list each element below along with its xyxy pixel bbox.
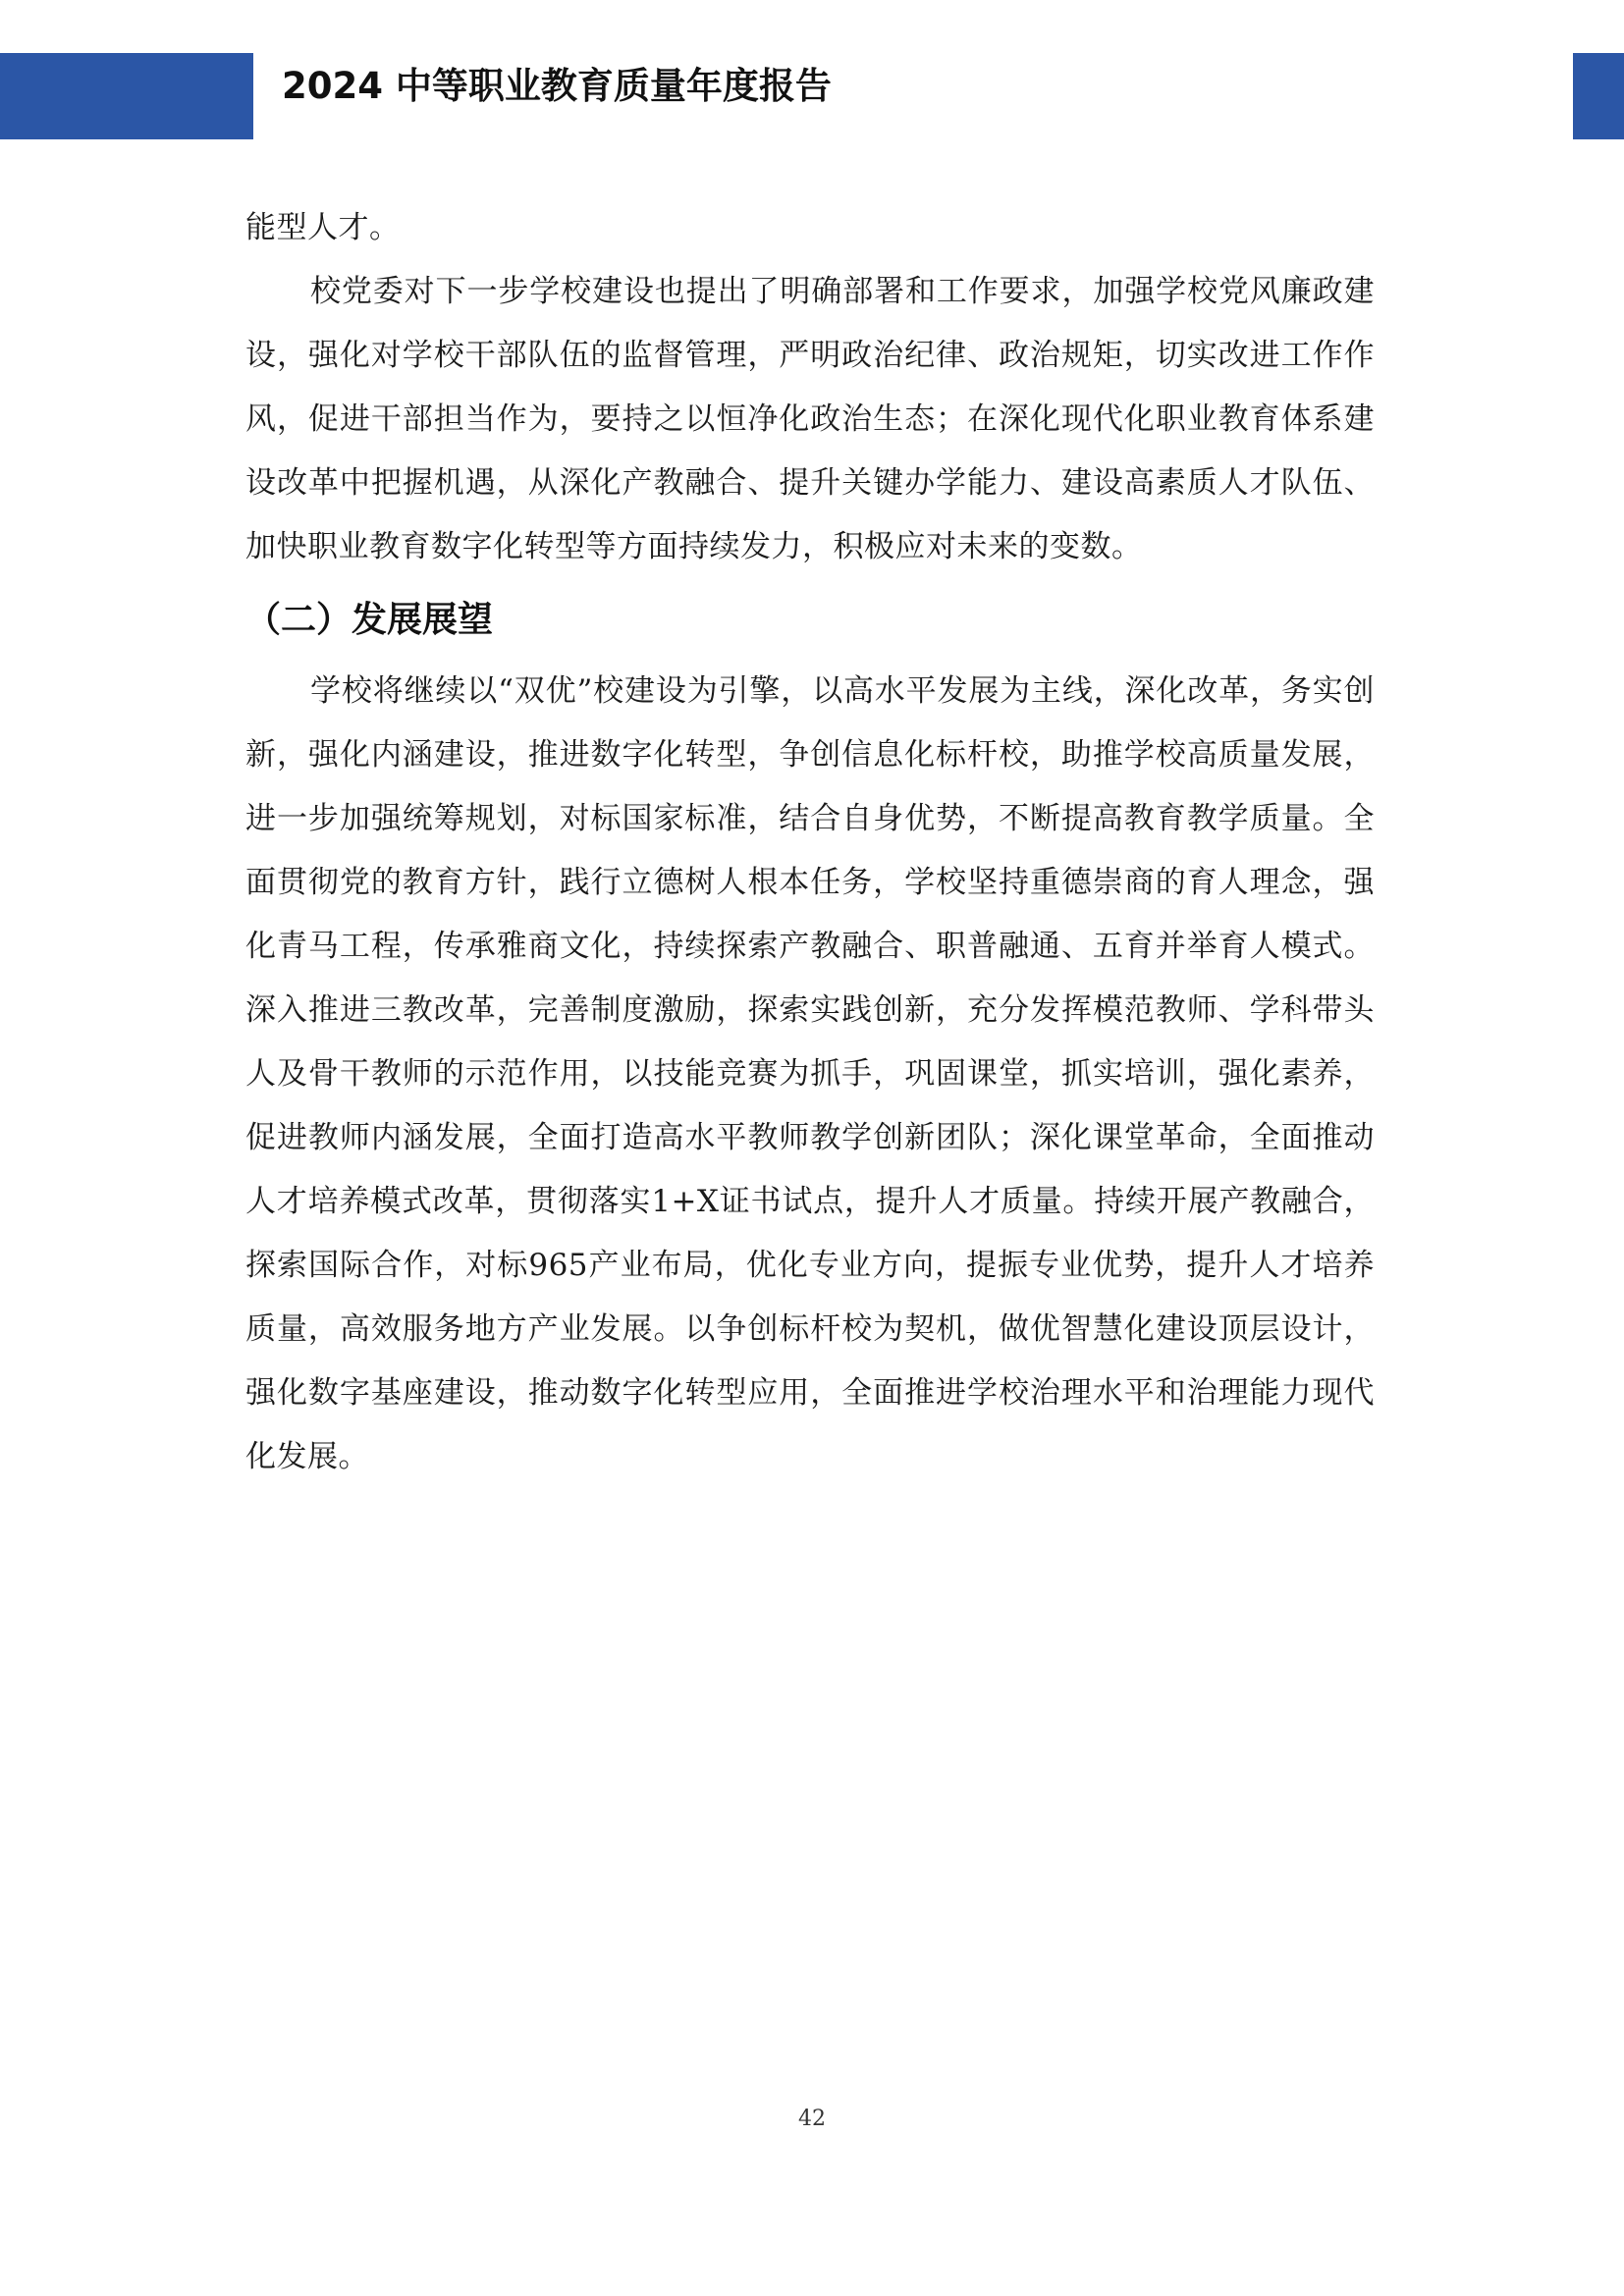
page-body [245,196,1375,1489]
report-title: 2024 中等职业教育质量年度报告 [282,65,832,107]
header-accent-bar-left [0,53,253,139]
header-accent-bar-right [1573,53,1624,139]
paragraph-outlook: 学校将继续以“双优”校建设为引擎，以高水平发展为主线，深化改革，务实创新，强化内涵建设，推进数字化转型，争创信息化标杆校，助推学校高质量发展，进一步加强统筹规划，对标国家标准，结合自身优势，不断提高教育教学质量。全面贯彻党的教育方针，践行立德树人根本任务，学校坚持重德崇商的育人理念，强化青马工程，传承雅商文化，持续探索产教融合、职普融通、五育并举育人模式。深入推进三教改革，完善制度激励，探索实践创新，充分发挥模范教师、学科带头人及骨干教师的示范作用，以技能竞赛为抓手，巩固课堂，抓实培训，强化素养，促进教师内涵发展，全面打造高水平教师教学创新团队；深化课堂革命，全面推动人才培养模式改革，贯彻落实1+X证书试点，提升人才质量。持续开展产教融合，探索国际合作，对标965产业布局，优化专业方向，提振专业优势，提升人才培养质量，高效服务地方产业发展。以争创标杆校为契机，做优智慧化建设顶层设计，强化数字基座建设，推动数字化转型应用，全面推进学校治理水平和治理能力现代化发展。 [245,673,1375,1474]
page-number: 42 [798,2107,826,2131]
paragraph-continuation: 能型人才。 [245,210,401,245]
section-heading-outlook: （二）发展展望 [245,600,494,640]
paragraph-party-committee: 校党委对下一步学校建设也提出了明确部署和工作要求，加强学校党风廉政建设，强化对学校干部队伍的监督管理，严明政治纪律、政治规矩，切实改进工作作风，促进干部担当作为，要持之以恒净化政治生态；在深化现代化职业教育体系建设改革中把握机遇，从深化产教融合、提升关键办学能力、建设高素质人才队伍、加快职业教育数字化转型等方面持续发力，积极应对未来的变数。 [245,274,1375,564]
